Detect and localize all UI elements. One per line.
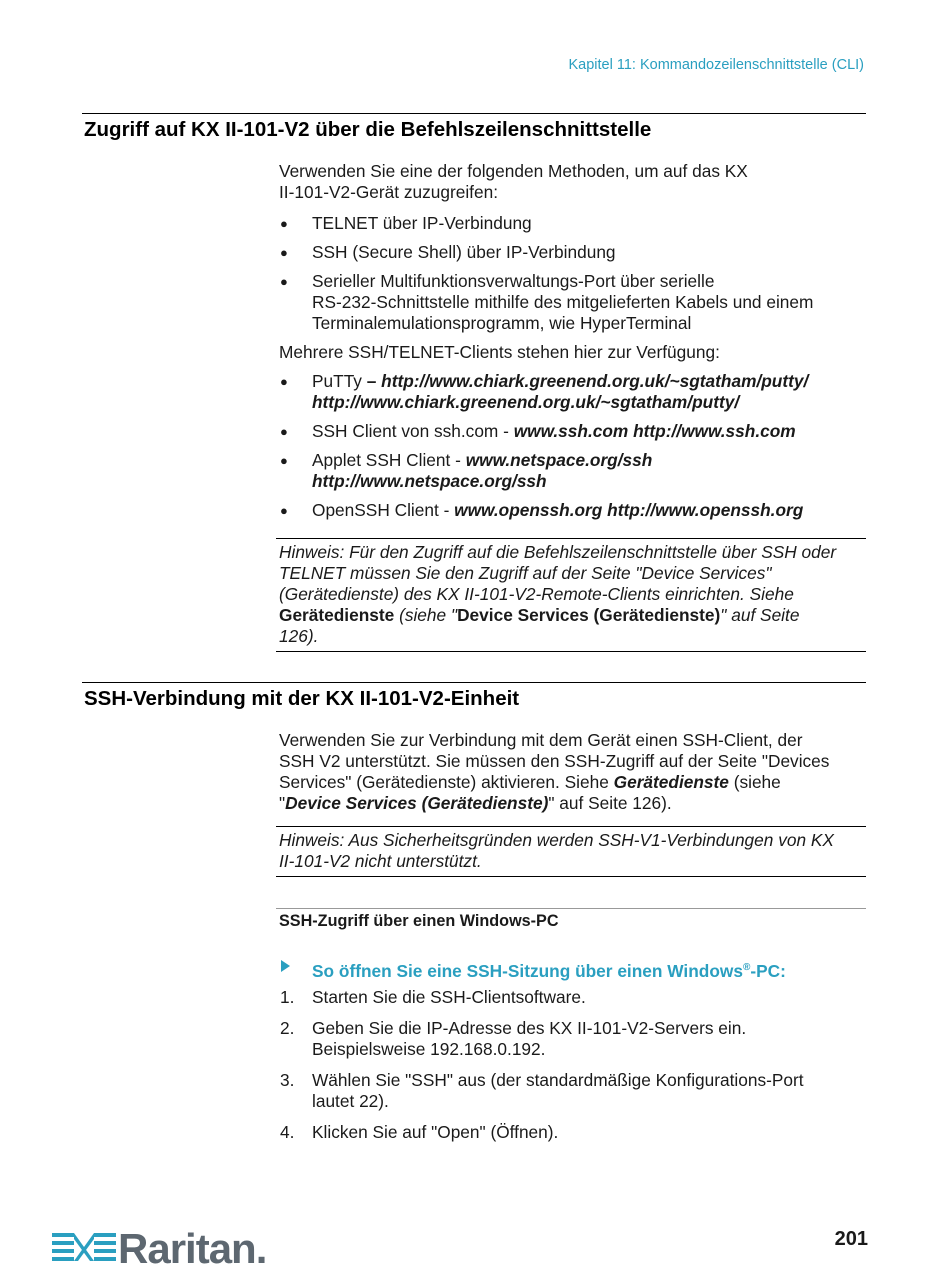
step-number: 4. (280, 1122, 295, 1142)
subheading: SSH-Zugriff über einen Windows-PC (276, 908, 866, 932)
device-services-link[interactable]: Device Services (Gerätedienste) (285, 793, 549, 813)
para-line: " auf Seite 126). (548, 793, 672, 813)
section-rule (82, 682, 866, 683)
list-item: ● TELNET über IP-Verbindung (280, 213, 532, 233)
step-item (279, 1122, 865, 1143)
note-line: TELNET müssen Sie den Zugriff auf der Seite "Device Services" (279, 563, 772, 583)
section1-body (279, 161, 865, 521)
section2-body (279, 730, 865, 814)
step-item (279, 987, 865, 1008)
note-link[interactable]: Gerätedienste (279, 605, 395, 625)
client-name: SSH Client von ssh.com - (312, 421, 514, 441)
applet-link[interactable]: www.netspace.org/ssh (465, 450, 653, 470)
step-item (279, 1018, 865, 1060)
list-item-text: SSH (Secure Shell) über IP-Verbindung (312, 242, 616, 262)
client-name: OpenSSH Client - (312, 500, 455, 520)
client-name: Applet SSH Client - (312, 450, 466, 470)
raritan-logo-icon (52, 1230, 116, 1268)
note-box (276, 826, 866, 877)
list-item-applet: ● Applet SSH Client - www.netspace.org/ssh http://www.netspace.org/ssh (280, 450, 653, 491)
intro-paragraph (279, 161, 865, 203)
step-number: 1. (280, 987, 295, 1007)
step-item (279, 1070, 865, 1112)
list-item-sshcom: ● SSH Client von ssh.com - www.ssh.com http://www.ssh.com (280, 421, 796, 441)
triangle-bullet-icon (281, 960, 290, 972)
list-item-text: RS-232-Schnittstelle mithilfe des mitgelieferten Kabels und einem (312, 292, 814, 312)
para-line: Services" (Gerätedienste) aktivieren. Siehe (279, 772, 614, 792)
list-item: ● Serieller Multifunktionsverwaltungs-Port über serielle RS-232-Schnittstelle mithilfe des mitgelieferten Kabels und einem Terminalemulationsprogramm, wie HyperTerminal (280, 271, 814, 333)
list-item-text: Serieller Multifunktionsverwaltungs-Port über serielle (312, 271, 715, 291)
note-link[interactable]: Device Services (Gerätedienste) (457, 605, 721, 625)
step-text: Geben Sie die IP-Adresse des KX II-101-V2-Servers ein. (312, 1018, 747, 1038)
step-text: Klicken Sie auf "Open" (Öffnen). (312, 1122, 559, 1142)
step-number: 2. (280, 1018, 295, 1038)
intro-line: II-101-V2-Gerät zuzugreifen: (279, 182, 499, 202)
note-text: " auf Seite (720, 605, 800, 625)
para-line: Verwenden Sie zur Verbindung mit dem Gerät einen SSH-Client, der (279, 730, 803, 750)
procedure-text: So öffnen Sie eine SSH-Sitzung über einen Windows (312, 960, 743, 981)
step-text: lautet 22). (312, 1091, 389, 1111)
sshcom-link[interactable]: www.ssh.com http://www.ssh.com (513, 421, 796, 441)
section-title: Zugriff auf KX II-101-V2 über die Befehlszeilenschnittstelle (84, 118, 652, 141)
section2-paragraph (279, 730, 865, 814)
note-box (276, 538, 866, 652)
note-line: Hinweis: Aus Sicherheitsgründen werden SSH-V1-Verbindungen von KX (279, 830, 834, 850)
client-name: PuTTy (312, 371, 362, 391)
step-text: Wählen Sie "SSH" aus (der standardmäßige Konfigurations-Port (312, 1070, 804, 1090)
note-line: (Gerätedienste) des KX II-101-V2-Remote-Clients einrichten. Siehe (279, 584, 794, 604)
gerätedienste-link[interactable]: Gerätedienste (613, 772, 729, 792)
separator: – (361, 371, 382, 391)
section-title: SSH-Verbindung mit der KX II-101-V2-Einheit (84, 687, 520, 710)
registered-mark: ® (742, 962, 751, 973)
openssh-link[interactable]: www.openssh.org http://www.openssh.org (454, 500, 804, 520)
note-line: II-101-V2 nicht unterstützt. (279, 851, 482, 871)
page-number: 201 (834, 1228, 868, 1250)
para-line: SSH V2 unterstützt. Sie müssen den SSH-Zugriff auf der Seite "Devices (279, 751, 830, 771)
chapter-header: Kapitel 11: Kommandozeilenschnittstelle (CLI) (568, 57, 864, 73)
clients-intro: Mehrere SSH/TELNET-Clients stehen hier zur Verfügung: (279, 342, 720, 362)
para-line: (siehe (728, 772, 781, 792)
putty-link[interactable]: http://www.chiark.greenend.org.uk/~sgtatham/putty/ (312, 392, 740, 412)
logo-wordmark: Raritan. (118, 1225, 267, 1272)
list-item-text: TELNET über IP-Verbindung (312, 213, 532, 233)
section-rule (82, 113, 866, 114)
putty-link[interactable]: http://www.chiark.greenend.org.uk/~sgtatham/putty/ (381, 371, 809, 391)
clients-list (279, 371, 865, 521)
step-number: 3. (280, 1070, 295, 1090)
list-item-openssh: ● OpenSSH Client - www.openssh.org http://www.openssh.org (280, 500, 804, 520)
note-line: 126). (279, 626, 319, 646)
steps-list (279, 987, 865, 1143)
methods-list (279, 213, 865, 334)
procedure-heading (279, 957, 865, 982)
steps-block (279, 987, 865, 1143)
intro-line: Verwenden Sie eine der folgenden Methoden, um auf das KX (279, 161, 748, 181)
note-line: Hinweis: Für den Zugriff auf die Befehlszeilenschnittstelle über SSH oder (279, 542, 837, 562)
note-text: (siehe " (394, 605, 458, 625)
step-text: Starten Sie die SSH-Clientsoftware. (312, 987, 586, 1007)
applet-link[interactable]: http://www.netspace.org/ssh (312, 471, 547, 491)
raritan-logo (52, 1225, 267, 1272)
list-item: ● SSH (Secure Shell) über IP-Verbindung (280, 242, 616, 262)
para-line: " (279, 793, 286, 813)
procedure-text: -PC: (750, 960, 786, 981)
step-text: Beispielsweise 192.168.0.192. (312, 1039, 546, 1059)
list-item-text: Terminalemulationsprogramm, wie HyperTerminal (312, 313, 692, 333)
list-item-putty: ● PuTTy – http://www.chiark.greenend.org.uk/~sgtatham/putty/ http://www.chiark.greenend.org.uk/~sgtatham/putty/ (280, 371, 809, 412)
